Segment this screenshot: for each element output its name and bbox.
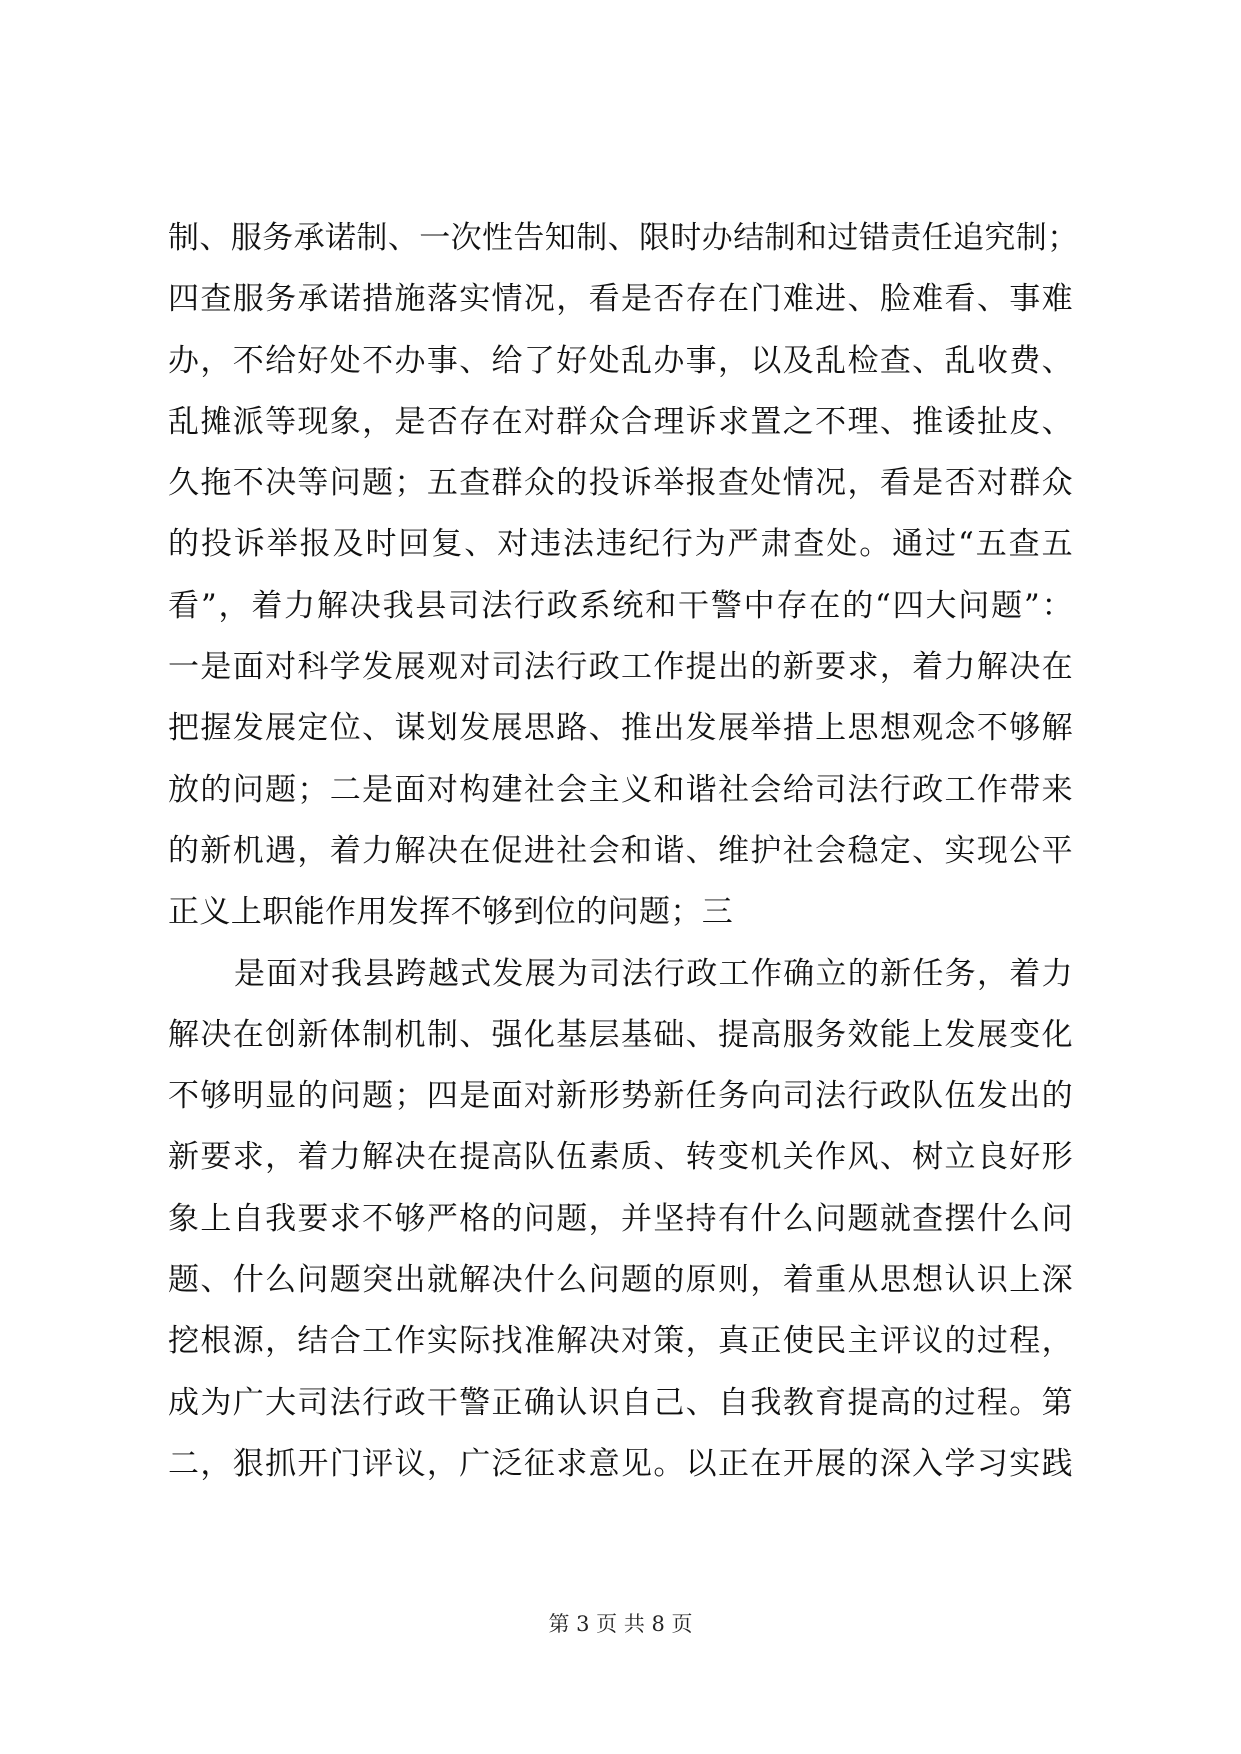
text-line: 把握发展定位、谋划发展思路、推出发展举措上思想观念不够解 (168, 710, 1073, 747)
text-line: 成为广大司法行政干警正确认识自己、自我教育提高的过程。第 (168, 1384, 1073, 1421)
text-line: 久拖不决等问题；五查群众的投诉举报查处情况，看是否对群众 (168, 465, 1073, 502)
body-text (168, 208, 1079, 1495)
text-line: 制、服务承诺制、一次性告知制、限时办结制和过错责任追究制； (168, 220, 1079, 256)
text-line: 的新机遇，着力解决在促进社会和谐、维护社会稳定、实现公平 (168, 832, 1073, 869)
text-line: 象上自我要求不够严格的问题，并坚持有什么问题就查摆什么问 (168, 1200, 1073, 1237)
text-line: 四查服务承诺措施落实情况，看是否存在门难进、脸难看、事难 (168, 281, 1073, 318)
text-line: 挖根源，结合工作实际找准解决对策，真正使民主评议的过程， (168, 1323, 1073, 1360)
text-line: 放的问题；二是面对构建社会主义和谐社会给司法行政工作带来 (168, 771, 1073, 808)
text-line: 乱摊派等现象，是否存在对群众合理诉求置之不理、推诿扯皮、 (168, 403, 1073, 440)
page-number-footer: 第 3 页 共 8 页 (548, 1612, 693, 1636)
text-line: 不够明显的问题；四是面对新形势新任务向司法行政队伍发出的 (168, 1078, 1073, 1115)
text-line: 解决在创新体制机制、强化基层基础、提高服务效能上发展变化 (168, 1016, 1073, 1053)
text-line: 二，狠抓开门评议，广泛征求意见。以正在开展的深入学习实践 (168, 1445, 1073, 1482)
text-line: 正义上职能作用发挥不够到位的问题；三 (168, 894, 734, 931)
text-line: 新要求，着力解决在提高队伍素质、转变机关作风、树立良好形 (168, 1139, 1073, 1176)
text-line: 办，不给好处不办事、给了好处乱办事，以及乱检查、乱收费、 (168, 342, 1073, 379)
text-line: 的投诉举报及时回复、对违法违纪行为严肃查处。通过“五查五 (168, 526, 1073, 563)
text-line: 一是面对科学发展观对司法行政工作提出的新要求，着力解决在 (168, 649, 1073, 686)
text-line: 看”，着力解决我县司法行政系统和干警中存在的“四大问题”： (168, 587, 1073, 624)
text-line: 是面对我县跨越式发展为司法行政工作确立的新任务，着力 (234, 955, 1073, 992)
text-line: 题、什么问题突出就解决什么问题的原则，着重从思想认识上深 (168, 1262, 1073, 1299)
